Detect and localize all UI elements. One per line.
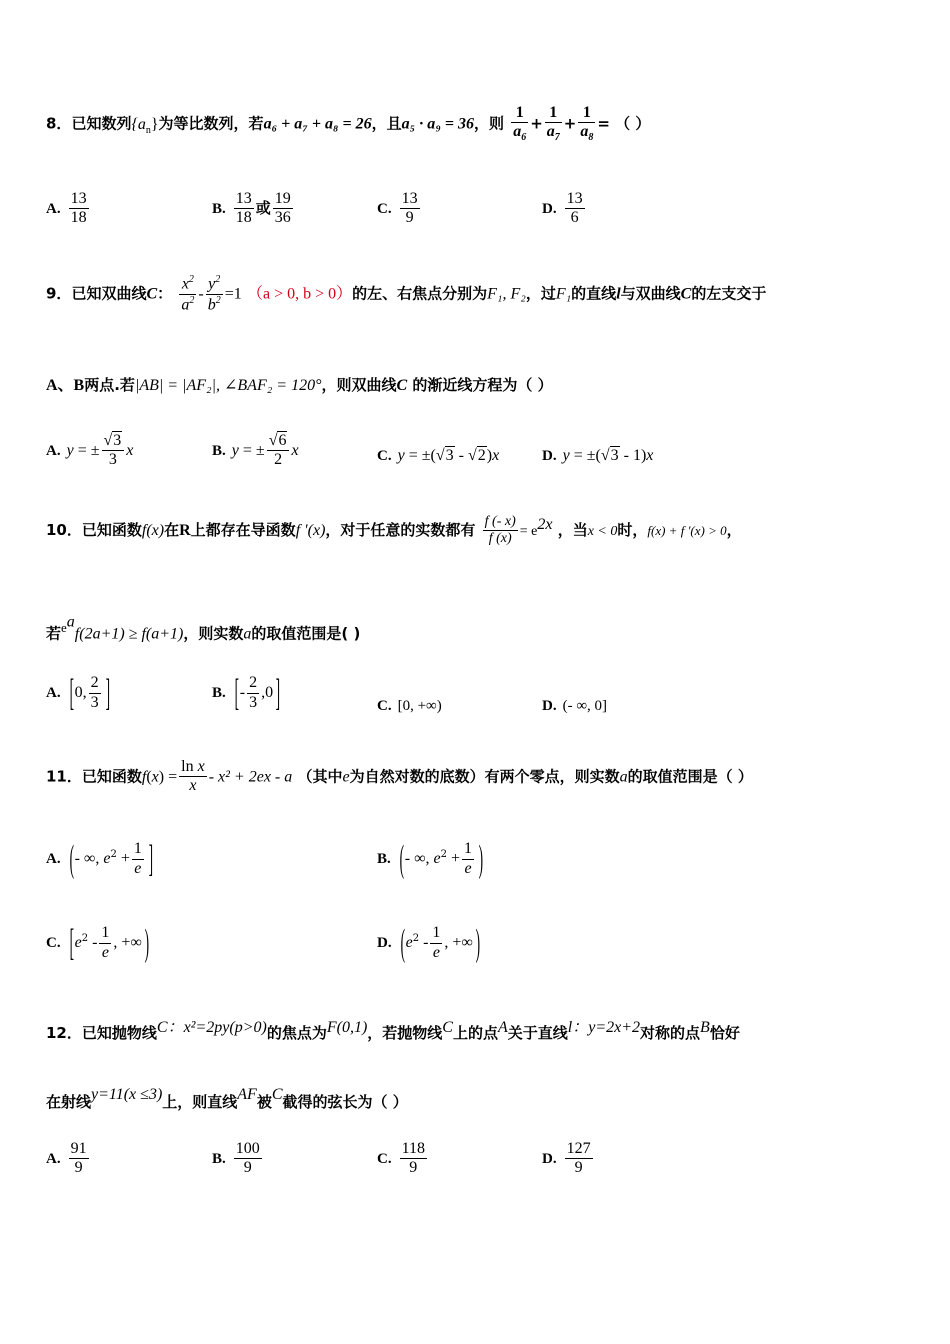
option-label: B. (212, 200, 226, 217)
frac-1-a8: $\frac{1}{a_8}$ (580, 104, 594, 144)
stem-text: 已知函数 (81, 767, 142, 786)
point-a: A (497, 1019, 508, 1036)
q8-option-a (46, 190, 91, 228)
option-fraction (565, 1140, 593, 1178)
option-label: B. (212, 685, 226, 701)
point-b: B (700, 1019, 710, 1036)
option-label: C. (377, 448, 392, 464)
option-label: A. (46, 1150, 61, 1167)
denominator: 9 (405, 209, 414, 227)
q12-option-b (212, 1140, 264, 1178)
frac-y2-b2: $\frac{y^2}{b^2}$ (207, 274, 221, 314)
function-fx: f(x) (141, 522, 165, 540)
stem-text: 恰好 (709, 1024, 740, 1042)
variable-a: a (619, 768, 628, 786)
stem-text: ，则实数 (183, 624, 244, 643)
condition: |AB| = |AF₂|, ∠BAF₂ = 120° (134, 377, 322, 394)
condition-x: x < 0 (587, 524, 618, 540)
question-11-stem: 11．已知函数f(x) = $\frac{\text{ln x}}{x}$ - x² + 2ex - a （其中e为自然对数的底数）有两个零点，则实数a的取值范围是（ ） (46, 758, 753, 795)
option-fraction (565, 190, 585, 228)
stem-text: 已知数列 (71, 114, 132, 133)
stem-text: 对称的点 (640, 1024, 701, 1042)
seq-sub: n (145, 124, 151, 136)
option-label: C. (377, 1150, 392, 1167)
question-10-stem (46, 514, 742, 547)
q11-option-c: C. [$e^2$ - $\frac{1}{e}$ , +∞) (46, 922, 149, 964)
stem-text: 上，则直线 (162, 1093, 238, 1111)
option-label: A. (46, 685, 61, 701)
stem-text: ，过 (525, 284, 556, 303)
stem-text: ，若抛物线 (367, 1024, 443, 1042)
reals-R: R (179, 522, 191, 540)
option-label: C. (377, 200, 392, 217)
colon: ： (157, 284, 173, 303)
option-label: D. (542, 698, 557, 714)
q9-option-c: C. y = ±(√3 - √2)x (377, 447, 500, 464)
option-label: D. (542, 200, 557, 217)
option-fraction: $\frac{1}{e}$ (101, 924, 110, 961)
curve-name: C (680, 285, 692, 303)
ratio-rhs: = e (519, 524, 538, 540)
option-fraction (234, 190, 254, 228)
q10-option-d: D. (- ∞, 0] (542, 698, 608, 714)
q8-option-d (542, 190, 587, 228)
stem-text: 时， (617, 521, 648, 540)
option-fraction (400, 190, 420, 228)
function-tail: - x² + 2ex - a (208, 768, 293, 786)
denominator: 18 (70, 209, 87, 227)
numerator: 13 (69, 190, 89, 209)
numerator: 13 (234, 190, 254, 209)
q11-option-a: A. (- ∞, $e^2$ + $\frac{1}{e}$ ] (46, 838, 153, 880)
focus-f1: F₁ (555, 285, 572, 303)
frac-ratio: $\frac{f (- x)}{f (x)}$ (484, 514, 516, 547)
equals: = (597, 114, 610, 133)
numerator: 118 (400, 1140, 427, 1159)
derivative: f ′(x) (295, 522, 326, 540)
stem-text: 的取值范围是（ ） (627, 767, 753, 786)
option-label: B. (377, 851, 391, 867)
question-number: 11． (46, 767, 82, 786)
symbol-e: e (342, 768, 350, 786)
sequence-notation (131, 115, 159, 136)
stem-text: 上都存在导函数 (190, 521, 296, 540)
q9-option-d: D. y = ±(√3 - 1)x (542, 447, 654, 464)
stem-text: 已知双曲线 (71, 284, 147, 303)
question-number: 8． (46, 114, 72, 133)
stem-text: 为自然对数的底数）有两个零点，则实数 (349, 767, 620, 786)
stem-text: 已知函数 (81, 521, 142, 540)
foci: F₁, F₂ (487, 285, 526, 303)
option-fraction (400, 1140, 427, 1178)
option-label: A. (46, 851, 61, 867)
equation-rhs: =1 (224, 285, 242, 303)
stem-text: 截得的弦长为（ ） (282, 1093, 408, 1111)
q10-option-b: B. [- $\frac{2}{3}$ ,0] (212, 672, 281, 714)
numerator: 13 (400, 190, 420, 209)
q12-option-a (46, 1140, 91, 1178)
denominator: 36 (274, 209, 291, 227)
stem-text: 的左支交于 (691, 284, 767, 303)
curve-name: C (271, 1086, 283, 1103)
q11-option-b: B. (- ∞, $e^2$ + $\frac{1}{e}$ ) (377, 838, 484, 880)
option-fraction-2 (273, 190, 293, 228)
option-label: D. (377, 935, 392, 951)
question-10-stem-line2: 若$e^af(2a+1) \ge f(a+1)$，则实数a的取值范围是( ) (46, 614, 361, 643)
seq-open: {a (131, 115, 146, 133)
option-fraction (69, 1140, 89, 1178)
denominator: 9 (574, 1159, 583, 1177)
condition-product: a₅ · a₉ = 36 (401, 115, 474, 133)
line-l: l (616, 285, 621, 303)
ray-equation: y=11(x ≤3) (91, 1086, 163, 1103)
option-label: D. (542, 1150, 557, 1167)
option-label: D. (542, 448, 557, 464)
denominator: 9 (409, 1159, 418, 1177)
question-9-stem: 9．已知双曲线C： $\frac{x^2}{a^2}$ - $\frac{y^2}{b^2}$ =1 （a > 0, b > 0）的左、右焦点分别为F₁, F₂，过F₁的直线l与双曲线C的左支交于 (46, 274, 767, 314)
curve-name: C (146, 285, 158, 303)
numerator: 127 (565, 1140, 593, 1159)
seq-close: } (150, 115, 159, 133)
q12-option-d (542, 1140, 595, 1178)
option-fraction: $\frac{√3}{3}$ (102, 432, 125, 470)
question-8-stem: 8．已知数列$\{a_n\}$为等比数列，若a₆ + a₇ + a₈ = 26，且a₅ · a₉ = 36，则 $\frac{1}{a_6}$ + $\frac{1}{a_7}$ + $\frac{1}{a_8}$ = （ ） (46, 104, 651, 144)
denominator: 9 (243, 1159, 252, 1177)
option-label: A. (46, 442, 61, 459)
option-fraction: $\frac{2}{3}$ (249, 674, 258, 711)
stem-text: 的焦点为 (266, 1024, 327, 1042)
line-af: AF (237, 1086, 257, 1103)
curve-name: C (396, 377, 408, 394)
numerator: 19 (273, 190, 293, 209)
question-number: 9． (46, 284, 72, 303)
q9-option-a: A. y = ± $\frac{√3}{3}$ x (46, 432, 134, 469)
option-fraction: $\frac{2}{3}$ (90, 674, 99, 711)
stem-text: 在 (164, 521, 180, 540)
line-equation: l：y=2x+2 (567, 1019, 641, 1036)
question-number: 12． (46, 1024, 82, 1042)
q12-option-c (377, 1140, 429, 1178)
option-fraction (234, 1140, 262, 1178)
frac-lnx-x: $\frac{\text{ln x}}{x}$ (181, 758, 205, 795)
stem-text: ，则 (473, 114, 504, 133)
option-label: C. (46, 935, 61, 951)
condition-f: f(x) + f ′(x) > 0 (647, 523, 727, 539)
stem-text: 的左、右焦点分别为 (352, 284, 488, 303)
frac-1-a7: $\frac{1}{a_7}$ (546, 104, 560, 144)
option-fraction: $\frac{1}{e}$ (432, 924, 441, 961)
option-label: A. (46, 200, 61, 217)
option-fraction: $\frac{√6}{2}$ (267, 432, 290, 470)
or-text: 或 (255, 198, 271, 217)
q9-option-b: B. y = ± $\frac{√6}{2}$ x (212, 432, 299, 469)
stem-text: 已知抛物线 (81, 1024, 157, 1042)
option-fraction: $\frac{1}{e}$ (464, 840, 473, 877)
stem-text: ， (726, 521, 742, 540)
stem-text: （其中 (297, 767, 343, 786)
stem-text: 的渐近线方程为（ ） (412, 376, 553, 394)
question-12-stem-line2 (46, 1086, 408, 1112)
question-9-stem-line2 (46, 372, 553, 395)
stem-text: 为等比数列，若 (158, 114, 264, 133)
condition-sum: a₆ + a₇ + a₈ = 26 (263, 115, 372, 133)
denominator: 9 (74, 1159, 83, 1177)
inequality: f(2a+1) ≥ f(a+1) (74, 625, 184, 643)
option-label: C. (377, 698, 392, 714)
focus-point: F(0,1) (326, 1019, 368, 1036)
parabola-equation: C：x²=2py(p>0) (156, 1019, 267, 1036)
q10-option-a: A. [0, $\frac{2}{3}$ ] (46, 672, 110, 714)
option-label: B. (212, 1150, 226, 1167)
stem-text: 上的点 (452, 1024, 498, 1042)
parameter-condition: （a > 0, b > 0） (246, 285, 353, 303)
option-label: B. (212, 442, 226, 459)
stem-text: ，对于任意的实数都有 (325, 521, 476, 540)
question-number: 10． (46, 521, 82, 540)
answer-blank: （ ） (615, 114, 651, 133)
q10-option-c: C. [0, +∞) (377, 698, 442, 714)
q8-option-b (212, 190, 295, 228)
numerator: 100 (234, 1140, 262, 1159)
stem-text: ，当 (557, 521, 588, 540)
stem-text: 若 (46, 624, 62, 643)
stem-text: 与双曲线 (620, 284, 681, 303)
q11-option-d: D. ($e^2$ - $\frac{1}{e}$ , +∞) (377, 922, 480, 964)
stem-text: 在射线 (46, 1093, 92, 1111)
stem-text: 的取值范围是( ) (251, 624, 361, 643)
denominator: 6 (570, 209, 579, 227)
numerator: 13 (565, 190, 585, 209)
curve-name: C (442, 1019, 453, 1036)
question-12-stem (46, 1014, 740, 1043)
stem-text: 两点.若 (84, 376, 135, 394)
option-fraction: $\frac{1}{e}$ (133, 840, 142, 877)
stem-text: 关于直线 (507, 1024, 568, 1042)
frac-x2-a2: $\frac{x^2}{a^2}$ (181, 274, 195, 314)
option-fraction (69, 190, 89, 228)
q8-option-c (377, 190, 422, 228)
stem-text: ，则双曲线 (321, 376, 397, 394)
frac-1-a6: $\frac{1}{a_6}$ (513, 104, 527, 144)
exponent: 2x (537, 516, 553, 534)
variable-a: a (243, 625, 252, 643)
numerator: 91 (69, 1140, 89, 1159)
denominator: 18 (235, 209, 252, 227)
stem-text: 被 (256, 1093, 272, 1111)
stem-text: ，且 (371, 114, 402, 133)
stem-text: 的直线 (571, 284, 617, 303)
points-ab: A、B (46, 377, 85, 394)
